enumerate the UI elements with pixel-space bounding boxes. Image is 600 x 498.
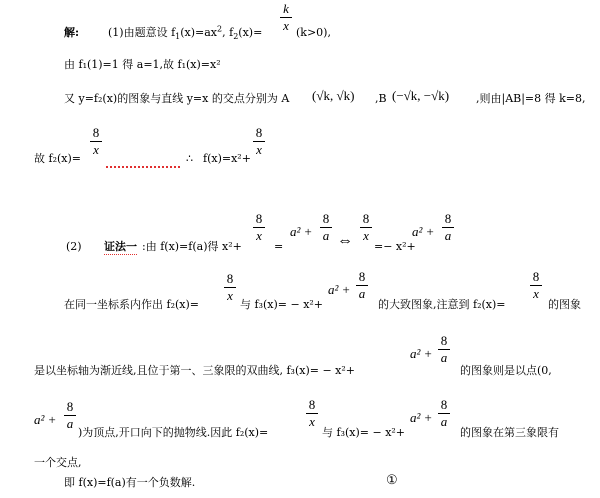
k-condition: (k>0), [296,26,331,39]
k-result: ,则由|AB|=8 得 k=8, [476,92,586,105]
part2-label: (2) [66,240,82,253]
fraction-8-over-a-6: 8 a [438,398,450,429]
a-squared-plus-3: a² + [328,282,351,297]
f2-conclusion: 故 f₂(x)= [34,152,81,165]
a-squared-plus-2: a² + [412,224,435,239]
fraction-8-over-x-6: 8 x [530,270,542,301]
fraction-8-over-x-2: 8 x [253,126,265,157]
a-squared-plus-5: a² + [34,412,57,427]
fraction-8-over-a-4: 8 a [438,334,450,365]
neg-x-squared: =− x²+ [374,240,416,253]
b-label: ,B [375,92,387,105]
fraction-8-over-x-3: 8 x [253,212,265,243]
fraction-8-over-x-4: 8 x [360,212,372,243]
fraction-8-over-a: 8 a [320,212,332,243]
fraction-k-over-x: k x [280,2,292,33]
point-a-coords: (√k, √k) [312,88,355,103]
equation-start: :由 f(x)=f(a)得 x²+ [142,240,242,253]
graph-intro: 在同一坐标系内作出 f₂(x)= [64,298,199,311]
third-quadrant-text: 的图象在第三象限有 [460,426,559,439]
proof-method-label: 证法一 [104,240,137,253]
line-intersection-text: 又 y=f₂(x)的图象与直线 y=x 的交点分别为 A [64,92,290,105]
fraction-8-over-x: 8 x [90,126,102,157]
equals-sign: = [274,240,284,253]
solution-label: 解: [64,26,80,39]
a-squared-plus: a² + [290,224,313,239]
negative-solution-text: 即 f(x)=f(a)有一个负数解. [64,476,196,489]
part1-intro: (1)由题意设 $f_1(x)=ax^2$, $f_2(x)=$ [108,24,263,42]
hyperbola-desc: 是以坐标轴为渐近线,且位于第一、三象限的双曲线, f₃(x)= − x²+ [34,364,356,377]
a-squared-plus-4: a² + [410,346,433,361]
f3-def: 与 f₃(x)= − x²+ [240,298,324,311]
vertex-intro: 的图象则是以点(0, [460,364,552,377]
fraction-8-over-a-2: 8 a [442,212,454,243]
fraction-8-over-x-5: 8 x [224,272,236,303]
underline-squiggle [106,166,180,168]
graph-word: 的图象 [548,298,581,311]
circled-one-marker: ① [386,473,398,488]
point-b-coords: (−√k, −√k) [392,88,450,103]
line-f1-solve: 由 f₁(1)=1 得 a=1,故 f₁(x)=x² [64,58,221,71]
graph-note: 的大致图象,注意到 f₂(x)= [378,298,506,311]
therefore-symbol: ∴ [186,152,193,165]
f-expression: f(x)=x²+ [203,152,251,165]
a-squared-plus-6: a² + [410,410,433,425]
fraction-8-over-x-7: 8 x [306,398,318,429]
f3-ref: 与 f₃(x)= − x²+ [322,426,406,439]
iff-symbol: ⇔ [337,232,353,249]
fraction-8-over-a-5: 8 a [64,400,76,431]
parabola-desc: )为顶点,开口向下的抛物线.因此 f₂(x)= [78,426,269,439]
intersection-point-text: 一个交点, [34,456,82,469]
fraction-8-over-a-3: 8 a [356,270,368,301]
